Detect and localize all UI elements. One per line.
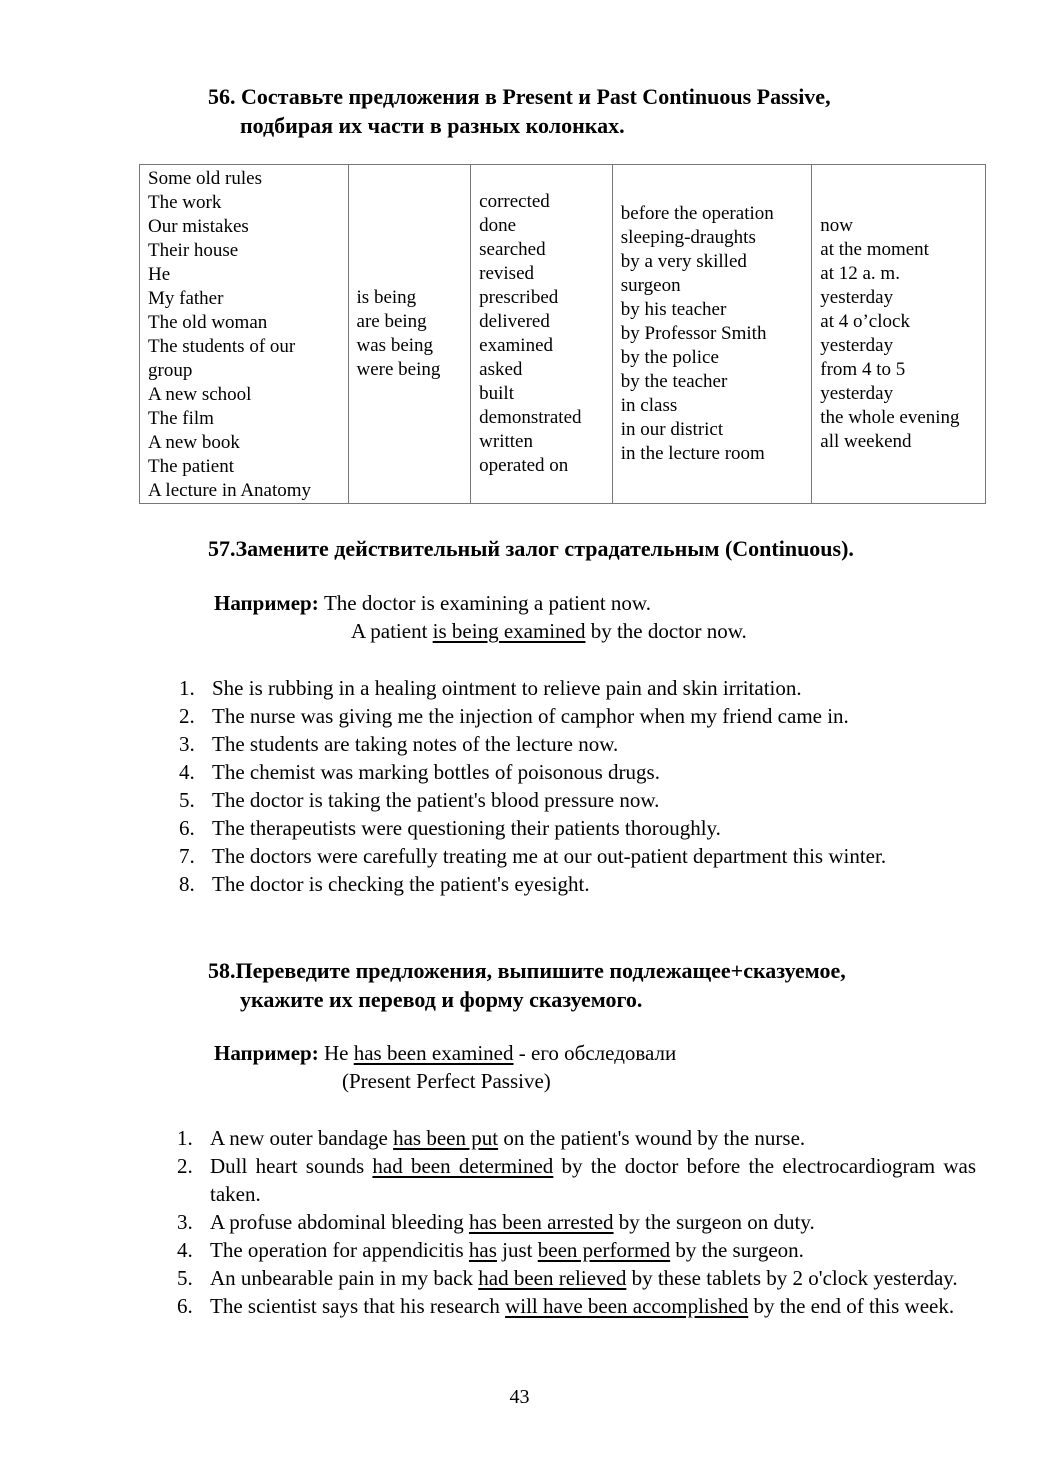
item-text: Dull heart sounds xyxy=(210,1154,373,1178)
table-cell-line: now xyxy=(820,215,853,236)
item-number: 4. xyxy=(179,760,195,784)
item-text: The operation for appendicitis xyxy=(210,1238,469,1262)
table-cell-line: by Professor Smith xyxy=(620,323,767,344)
table-cell-line: A lecture in Anatomy xyxy=(148,480,312,501)
table-cell-line: group xyxy=(148,360,193,381)
table-cell-line: at 4 o’clock xyxy=(820,311,910,332)
item-text: A profuse abdominal bleeding xyxy=(210,1210,469,1234)
item-number: 7. xyxy=(179,844,195,868)
table-cell-line: He xyxy=(148,264,171,285)
example-label: Например: xyxy=(214,591,319,615)
exercise-57-list xyxy=(179,674,976,898)
table-cell-line: The students of our xyxy=(148,336,296,357)
exercise-56-number: 56. xyxy=(208,84,236,109)
table-cell-line: The patient xyxy=(148,456,234,477)
example-label: Например: xyxy=(214,1041,319,1065)
item-text: by the surgeon on duty. xyxy=(613,1210,815,1234)
table-cell-line: at 12 a. m. xyxy=(820,263,900,284)
item-number: 6. xyxy=(177,1294,193,1318)
item-number: 3. xyxy=(177,1210,193,1234)
exercise-58-heading xyxy=(208,956,976,1014)
list-item xyxy=(177,1264,976,1292)
table-cell-line: by the police xyxy=(620,347,719,368)
underlined-verb: been performed xyxy=(537,1238,671,1262)
item-text: just xyxy=(496,1238,538,1262)
list-item xyxy=(179,842,976,870)
list-item xyxy=(177,1152,976,1208)
column-subjects xyxy=(140,165,349,504)
list-item xyxy=(179,730,976,758)
table-cell-line: written xyxy=(479,431,533,452)
table-cell-line: operated on xyxy=(479,455,569,476)
table-cell-line: in the lecture room xyxy=(620,443,765,464)
list-item xyxy=(179,758,976,786)
item-number: 1. xyxy=(179,676,195,700)
table-cell-line: Some old rules xyxy=(148,168,262,189)
item-number: 5. xyxy=(177,1266,193,1290)
table-cell-line: yesterday xyxy=(820,287,894,308)
table-cell-line: Their house xyxy=(148,240,239,261)
item-text: An unbearable pain in my back xyxy=(210,1266,479,1290)
item-text: The therapeutists were questioning their patients thoroughly. xyxy=(212,816,721,840)
underlined-verb: had been determined xyxy=(372,1154,554,1178)
table-cell-line: done xyxy=(479,215,517,236)
table-cell-line: by a very skilled xyxy=(620,251,747,272)
table-cell-line: searched xyxy=(479,239,546,260)
item-text: by the end of this week. xyxy=(748,1294,955,1318)
exercise-57-title: 57.Замените действительный залог страдательным (Continuous). xyxy=(208,536,854,561)
list-item xyxy=(179,674,976,702)
item-number: 5. xyxy=(179,788,195,812)
item-text: by the doctor before the electrocardiogram was taken. xyxy=(210,1154,977,1206)
list-item xyxy=(179,870,976,898)
table-cell-line: yesterday xyxy=(820,383,894,404)
columns-table xyxy=(139,164,986,504)
underlined-verb: had been relieved xyxy=(478,1266,627,1290)
underlined-verb: will have been accomplished xyxy=(505,1294,749,1318)
table-cell-line: The old woman xyxy=(148,312,268,333)
table-cell-line: The work xyxy=(148,192,222,213)
table-cell-line: prescribed xyxy=(479,287,559,308)
list-item xyxy=(177,1124,976,1152)
example-passive-verb: is being examined xyxy=(432,619,586,643)
table-cell-line: asked xyxy=(479,359,523,380)
example-active-sentence: The doctor is examining a patient now. xyxy=(323,591,651,615)
item-text: The chemist was marking bottles of poisonous drugs. xyxy=(212,760,660,784)
exercise-56-title-line1: Составьте предложения в Present и Past Continuous Passive, xyxy=(241,84,831,109)
exercise-58-title-line1: 58.Переведите предложения, выпишите подлежащее+сказуемое, xyxy=(208,958,846,983)
table-cell-line: A new book xyxy=(148,432,240,453)
item-text: The nurse was giving me the injection of camphor when my friend came in. xyxy=(212,704,849,728)
table-cell-line: are being xyxy=(356,311,427,332)
table-cell-line: Our mistakes xyxy=(148,216,249,237)
item-text: by these tablets by 2 o'clock yesterday. xyxy=(626,1266,958,1290)
table-cell-line: corrected xyxy=(479,191,550,212)
page-number: 43 xyxy=(509,1386,530,1408)
item-number: 4. xyxy=(177,1238,193,1262)
example-passive-post: by the doctor now. xyxy=(585,619,747,643)
exercise-57-example xyxy=(214,589,747,645)
underlined-verb: has xyxy=(468,1238,497,1262)
item-number: 1. xyxy=(177,1126,193,1150)
table-cell-line: is being xyxy=(356,287,417,308)
table-cell-line: by the teacher xyxy=(620,371,728,392)
table-cell-line: was being xyxy=(356,335,434,356)
column-time xyxy=(812,165,986,504)
item-text: The scientist says that his research xyxy=(210,1294,506,1318)
exercise-56-heading xyxy=(208,82,976,140)
underlined-verb: has been arrested xyxy=(468,1210,614,1234)
item-text: The students are taking notes of the lecture now. xyxy=(212,732,619,756)
table-cell-line: surgeon xyxy=(620,275,681,296)
table-cell-line: revised xyxy=(479,263,535,284)
table-cell-line: from 4 to 5 xyxy=(820,359,906,380)
list-item xyxy=(179,702,976,730)
table-cell-line: A new school xyxy=(148,384,252,405)
exercise-58-title-line2: укажите их перевод и форму сказуемого. xyxy=(240,987,643,1012)
table-cell-line: before the operation xyxy=(620,203,774,224)
table-cell-line: sleeping-draughts xyxy=(620,227,756,248)
table-cell-line: by his teacher xyxy=(620,299,727,320)
item-text: The doctors were carefully treating me at our out-patient department this winter. xyxy=(212,844,887,868)
item-number: 6. xyxy=(179,816,195,840)
item-text: on the patient's wound by the nurse. xyxy=(498,1126,806,1150)
example-translation: - его обследовали xyxy=(513,1041,677,1065)
exercise-58-example xyxy=(214,1039,676,1095)
item-number: 2. xyxy=(177,1154,193,1178)
exercise-56-title-line2: подбирая их части в разных колонках. xyxy=(240,113,625,138)
list-item xyxy=(177,1236,976,1264)
exercise-58-list xyxy=(177,1124,976,1320)
list-item xyxy=(177,1292,976,1320)
example-passive-pre: A patient xyxy=(351,619,433,643)
table-cell-line: built xyxy=(479,383,514,404)
item-number: 2. xyxy=(179,704,195,728)
item-text: A new outer bandage xyxy=(210,1126,394,1150)
table-cell-line: delivered xyxy=(479,311,550,332)
item-text: The doctor is taking the patient's blood pressure now. xyxy=(212,788,660,812)
table-cell-line: My father xyxy=(148,288,224,309)
item-number: 8. xyxy=(179,872,195,896)
column-participles xyxy=(471,165,613,504)
example-verb: has been examined xyxy=(353,1041,514,1065)
table-cell-line: in our district xyxy=(620,419,724,440)
example-pre: He xyxy=(323,1041,354,1065)
table-cell-line: The film xyxy=(148,408,214,429)
list-item xyxy=(177,1208,976,1236)
table-cell-line: were being xyxy=(356,359,441,380)
list-item xyxy=(179,786,976,814)
table-cell-line: examined xyxy=(479,335,553,356)
list-item xyxy=(179,814,976,842)
example-form: (Present Perfect Passive) xyxy=(342,1069,551,1093)
item-text: by the surgeon. xyxy=(670,1238,804,1262)
item-text: She is rubbing in a healing ointment to relieve pain and skin irritation. xyxy=(212,676,802,700)
table-cell-line: all weekend xyxy=(820,431,912,452)
column-auxiliary xyxy=(348,165,471,504)
item-text: The doctor is checking the patient's eyesight. xyxy=(212,872,590,896)
column-agents xyxy=(612,165,812,504)
exercise-57-heading xyxy=(208,534,976,563)
underlined-verb: has been put xyxy=(393,1126,499,1150)
table-cell-line: in class xyxy=(620,395,678,416)
example-passive-sentence xyxy=(214,617,747,645)
table-cell-line: yesterday xyxy=(820,335,894,356)
table-cell-line: the whole evening xyxy=(820,407,960,428)
table-cell-line: at the moment xyxy=(820,239,929,260)
table-cell-line: demonstrated xyxy=(479,407,582,428)
item-number: 3. xyxy=(179,732,195,756)
